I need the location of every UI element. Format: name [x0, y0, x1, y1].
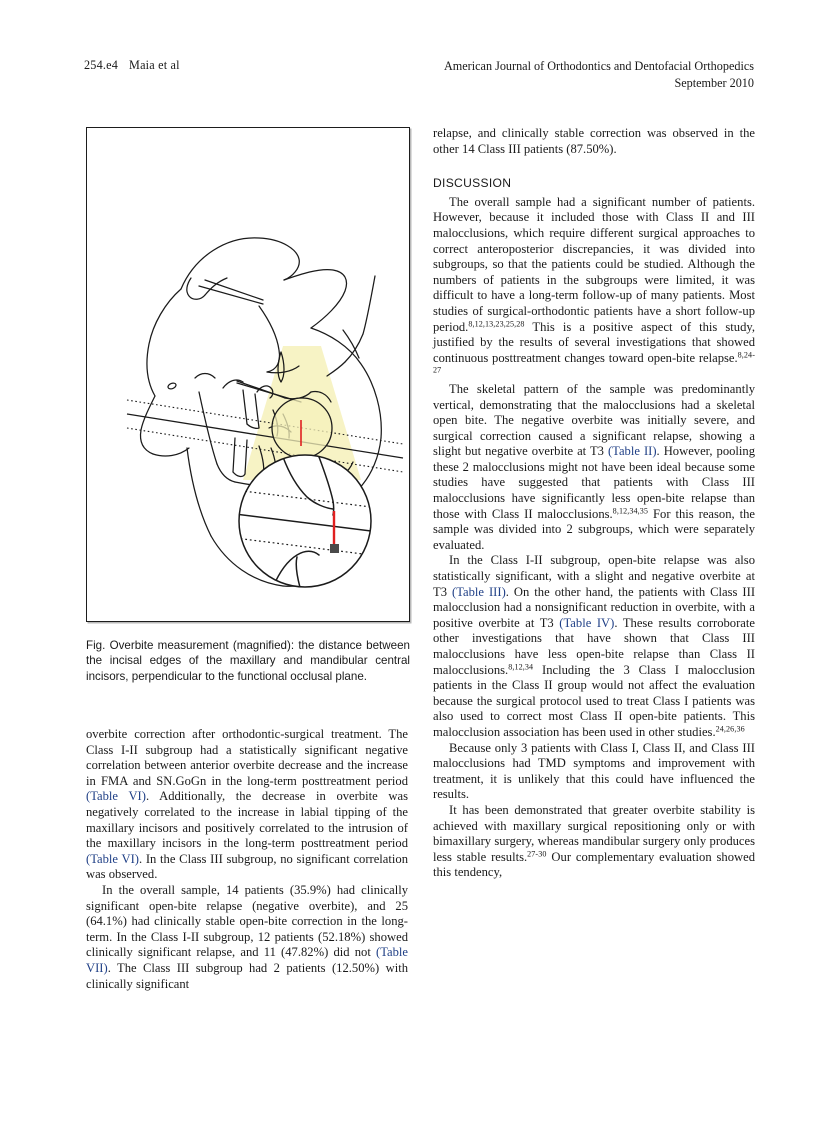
- body-text-run: Our complementary evaluation showed this tendency,: [433, 849, 755, 880]
- body-text-run: The overall sample had a significant number of patients. However, because it included those with Class II and III malocclusions, which require different surgical approaches to correct anteroposterior discrepancies, it was divided into subgroups, so that the patients could be studied. Although the numbers of patients in the subgroups were limited, it was difficult to have a long-term follow-up of many patients. Most studies of surgical-orthodontic patients have a short follow-up period.: [433, 194, 755, 334]
- measurement-endpoint-marker: [330, 544, 339, 553]
- citation-superscript[interactable]: 8,12,13,23,25,28: [468, 319, 525, 329]
- body-paragraph: [86, 727, 408, 883]
- body-text-run: overbite correction after orthodontic-surgical treatment. The Class I-II subgroup had a statistically significant negative correlation between anterior overbite decrease and the increase in FMA and SN.GoGn in the long-term posttreatment period: [86, 727, 408, 788]
- body-text-run: Because only 3 patients with Class I, Class II, and Class III malocclusions had TMD symptoms and improvement with treatment, it is unlikely that this could have influenced the results.: [433, 740, 755, 802]
- body-text-run: relapse, and clinically stable correction was observed in the other 14 Class III patients (87.50%).: [433, 126, 755, 156]
- citation-superscript[interactable]: 8,12,34,35: [612, 506, 649, 516]
- magnified-inset-svg: [87, 361, 407, 621]
- body-text-run: For this reason, the sample was divided into 2 subgroups, which were separately evaluated.: [433, 506, 755, 552]
- body-text-run: This is a positive aspect of this study, justified by the results of several investigations that showed continuous posttreatment changes toward open-bite relapse.: [433, 319, 755, 365]
- right-column-intro: [433, 126, 755, 157]
- body-text-run: . In the Class III subgroup, no significant correlation was observed.: [86, 851, 408, 882]
- body-text-run: It has been demonstrated that greater overbite stability is achieved with maxillary surgical repositioning only or with bimaxillary surgery, whereas mandibular surgery only produces less stable results.: [433, 802, 755, 864]
- body-text-run: . On the other hand, the patients with Class III malocclusion had a nonsignificant reduction in overbite, with a positive overbite at T3: [433, 584, 756, 630]
- body-paragraph: [433, 126, 755, 157]
- running-head-left: [84, 58, 180, 73]
- left-column-body: [86, 727, 408, 992]
- body-paragraph: [433, 741, 755, 803]
- overbite-measurement-figure: [86, 127, 410, 622]
- citation-superscript[interactable]: 27-30: [527, 849, 547, 859]
- body-paragraph: [433, 382, 755, 554]
- running-head-right: [444, 58, 754, 91]
- body-text-run: . However, pooling these 2 malocclusions might not have been ideal because some studies have suggested that patients with Class III malocclusions have significantly less open-bite relapse than those with Class II malocclusions.: [433, 444, 756, 521]
- citation-superscript[interactable]: 8,24-27: [433, 350, 755, 375]
- table-cross-reference[interactable]: (Table VI): [86, 789, 146, 804]
- section-heading-discussion: DISCUSSION: [433, 176, 512, 191]
- body-paragraph: [433, 553, 755, 740]
- body-text-run: . These results corroborate other investigations that have shown that Class III malocclusions have less open-bite relapse than Class II malocclusions.: [433, 615, 755, 677]
- page-folio: 254.e4: [84, 58, 119, 72]
- body-paragraph: [433, 195, 755, 382]
- table-cross-reference[interactable]: (Table II): [607, 444, 657, 459]
- figure-caption: Fig. Overbite measurement (magnified): the distance between the incisal edges of the maxillary and mandibular central incisors, perpendicular to the functional occlusal plane.: [86, 639, 410, 683]
- right-column-paragraphs: [433, 195, 755, 881]
- citation-superscript[interactable]: 24,26,36: [715, 724, 745, 734]
- running-head-authors: Maia et al: [129, 58, 180, 72]
- citation-superscript[interactable]: 8,12,34: [508, 662, 534, 672]
- body-paragraph: [86, 883, 408, 992]
- body-text-run: In the overall sample, 14 patients (35.9%) had clinically significant open-bite relapse (negative overbite), and 25 (64.1%) had clinically stable open-bite correction in the long-term. In the Class I-II subgroup, 12 patients (52.18%) showed clinically significant relapse, and 11 (47.82%) did not: [86, 882, 408, 960]
- body-text-run: In the Class I-II subgroup, open-bite relapse was also statistically significant, with a slight and negative overbite at T3: [433, 553, 755, 599]
- table-cross-reference[interactable]: (Table VII): [86, 945, 408, 975]
- running-head: [84, 58, 754, 102]
- body-text-run: The skeletal pattern of the sample was predominantly vertical, demonstrating that the malocclusions had a skeletal open bite. The negative overbite was initially severe, and surgical correction caused a significant relapse, showing a slight but negative overbite at T3: [433, 381, 755, 459]
- journal-title: American Journal of Orthodontics and Dentofacial Orthopedics: [443, 59, 754, 73]
- table-cross-reference[interactable]: (Table VI): [86, 851, 139, 866]
- body-paragraph: [433, 803, 755, 881]
- table-cross-reference[interactable]: (Table III): [452, 584, 506, 599]
- issue-date: September 2010: [674, 75, 754, 90]
- body-text-run: Including the 3 Class I malocclusion patients in the Class II group would not affect the evaluation because the surgical protocol used to treat Class I patients was also used to correct most Class II open-bite patients. This malocclusion association has been used in other studies.: [433, 662, 755, 739]
- table-cross-reference[interactable]: (Table IV): [559, 615, 615, 630]
- body-text-run: . The Class III subgroup had 2 patients (12.50%) with clinically significant: [86, 960, 408, 991]
- left-column-paragraphs: [86, 727, 408, 992]
- right-column: [433, 126, 755, 881]
- body-text-run: . Additionally, the decrease in overbite was negatively correlated to the increase in labial tipping of the maxillary incisors and positively correlated to the intrusion of the maxillary incisors in the long-term posttreatment period: [86, 789, 408, 851]
